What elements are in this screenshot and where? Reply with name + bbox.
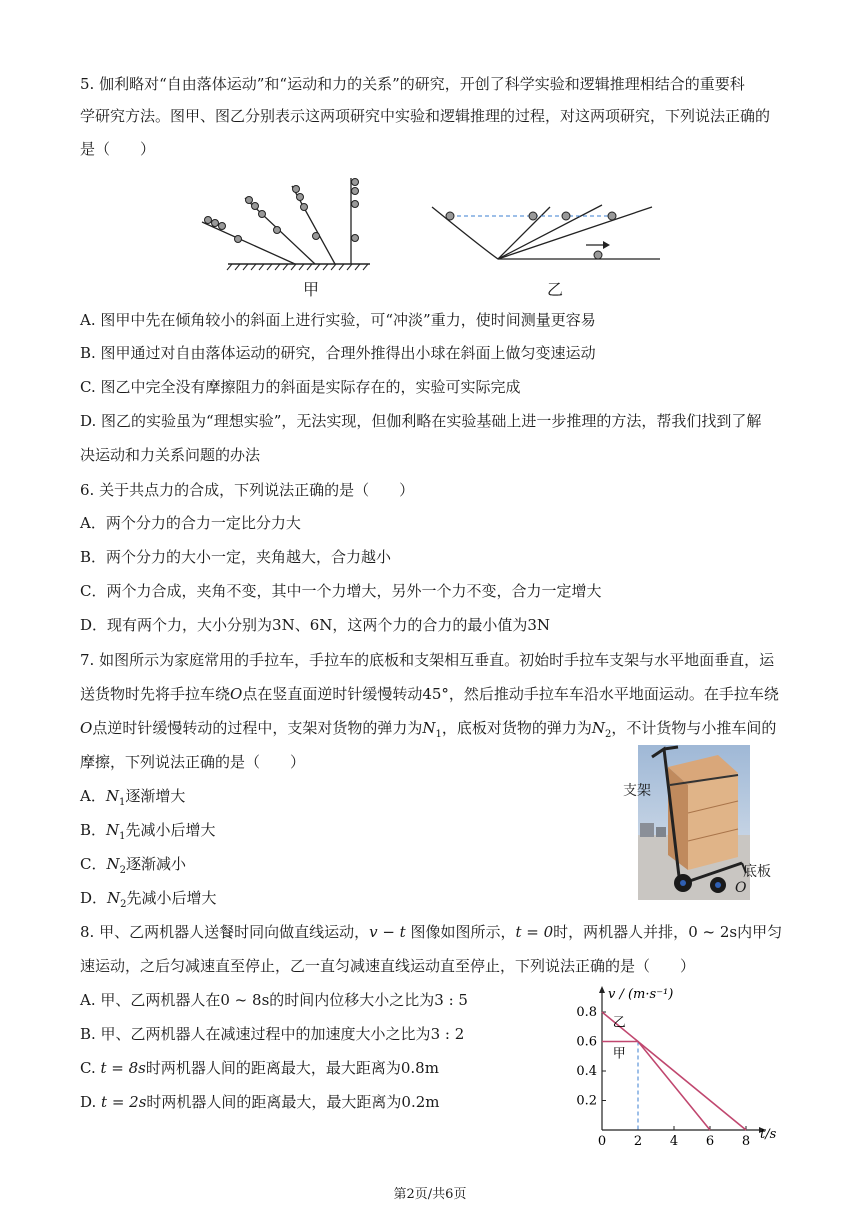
y-tick-label: 0.4 [576, 1064, 597, 1079]
x-tick-label: 6 [705, 1134, 715, 1149]
q6-stem: 6. 关于共点力的合成，下列说法正确的是（ ） [80, 481, 415, 499]
label-point-o: O [735, 880, 747, 896]
q8-line1-text-e: 时，两机器人并排， [553, 923, 689, 941]
q8-t0: t = 0 [515, 923, 554, 941]
q7-option-d [80, 888, 217, 915]
q7-line3-text-b: 点逆时针缓慢转动的过程中，支架对货物的弹力为 [92, 719, 423, 737]
series-label-jia: 甲 [612, 1046, 626, 1062]
q7-option-a [80, 786, 185, 813]
q8-option-c-distance: 0.8m [400, 1059, 439, 1077]
q6-option-b: B．两个分力的大小一定，夹角越大，合力越小 [80, 548, 392, 566]
q8-option-d [80, 1092, 440, 1112]
q5-option-c: C. 图乙中完全没有摩擦阻力的斜面是实际存在的，实验可实际完成 [80, 378, 521, 396]
q7-option-c [80, 854, 186, 881]
q5-option-d-line2: 决运动和力关系问题的办法 [80, 446, 261, 464]
q8-option-c-text: 时两机器人间的距离最大，最大距离为 [145, 1059, 401, 1077]
x-tick-label: 8 [741, 1134, 751, 1149]
q5-option-b: B. 图甲通过对自由落体运动的研究，合理外推得出小球在斜面上做匀变速运动 [80, 344, 596, 362]
q5-option-d-line1: D. 图乙的实验虽为“理想实验”，无法实现，但伽利略在实验基础上进一步推理的方法，帮我们找到了解 [80, 412, 762, 430]
q8-option-d-distance: 0.2m [401, 1093, 440, 1111]
q7-n2-symbol: N [591, 719, 605, 737]
q7-option-c-text: 逐渐减小 [125, 855, 186, 873]
q8-line1-text-c: 图像如图所示， [405, 923, 516, 941]
q8-line1-text-a: 8. 甲、乙两机器人送餐时同向做直线运动， [80, 923, 370, 941]
q8-vt: v − t [369, 923, 406, 941]
q7-stem-line3 [80, 718, 776, 745]
q5-stem-line3: 是（ ） [80, 140, 156, 158]
label-bracket: 支架 [623, 783, 651, 799]
q7-option-c-n: N [106, 855, 120, 873]
page-footer: 第2页/共6页 [393, 1187, 467, 1202]
q8-option-b-ratio: 3 : 2 [430, 1025, 465, 1043]
q8-option-a-ratio: 3 : 5 [434, 991, 468, 1009]
q7-line3-text-e: ，底板对货物的弹力为 [441, 719, 592, 737]
figure-yi-label: 乙 [547, 280, 564, 299]
q8-option-c [80, 1058, 439, 1078]
figure-yi [430, 195, 665, 270]
q8-line1-text-g: 内甲匀 [737, 923, 783, 941]
q7-point-o: O [230, 685, 243, 703]
q7-n1-symbol: N [422, 719, 436, 737]
q8-option-d-time: t = 2s [101, 1093, 147, 1111]
q7-option-d-n: N [107, 889, 121, 907]
vt-chart [565, 980, 790, 1150]
y-tick-label: 0.2 [576, 1093, 597, 1109]
y-axis-arrow [599, 986, 605, 993]
q8-option-a [80, 990, 468, 1010]
q7-line2-text-c: 点在竖直面逆时针缓慢转动45°，然后推动手拉车车沿水平地面运动。在手拉车绕 [242, 685, 779, 703]
q6-option-c: C．两个力合成，夹角不变，其中一个力增大，另外一个力不变，合力一定增大 [80, 582, 602, 600]
figure-jia-label: 甲 [303, 280, 320, 299]
q5-stem-line1: 5. 伽利略对“自由落体运动”和“运动和力的关系”的研究，开创了科学实验和逻辑推理相结合的重要科 [80, 75, 745, 93]
q8-option-a-interval: 0 ~ 8s [220, 991, 270, 1009]
q8-option-c-letter: C. [80, 1059, 101, 1077]
q7-option-a-sub: 1 [118, 797, 126, 808]
q8-stem-line1 [80, 922, 782, 942]
q6-option-d: D．现有两个力，大小分别为3N、6N，这两个力的合力的最小值为3N [80, 616, 551, 634]
q8-option-a-text2: 的时间内位移大小之比为 [269, 991, 435, 1009]
q7-option-b [80, 820, 216, 847]
q5-stem-line2: 学研究方法。图甲、图乙分别表示这两项研究中实验和逻辑推理的过程，对这两项研究，下列说法正确的 [80, 107, 771, 125]
figure-jia [200, 170, 380, 295]
q7-stem-line4: 摩擦，下列说法正确的是（ ） [80, 753, 306, 771]
series-label-yi: 乙 [612, 1015, 626, 1031]
q7-option-b-sub: 1 [119, 831, 126, 842]
y-tick-label: 0.8 [576, 1005, 597, 1020]
q7-option-a-letter: A． [80, 787, 106, 805]
hand-truck-photo [638, 745, 750, 900]
q6-option-a: A．两个分力的合力一定比分力大 [80, 514, 301, 532]
x-tick-label: 4 [669, 1134, 679, 1149]
q7-n1-subscript: 1 [435, 729, 442, 740]
q7-stem-line2 [80, 684, 779, 704]
q7-n2-subscript: 2 [604, 729, 612, 740]
label-base-plate: 底板 [743, 864, 771, 880]
q8-option-d-text: 时两机器人间的距离最大，最大距离为 [146, 1093, 402, 1111]
q7-option-a-text: 逐渐增大 [125, 787, 186, 805]
y-axis-label: v / (m·s⁻¹) [608, 987, 674, 1002]
q7-option-c-sub: 2 [119, 865, 126, 876]
q7-option-d-sub: 2 [120, 899, 127, 910]
q7-option-b-n: N [106, 821, 120, 839]
q8-interval: 0 ~ 2s [688, 923, 738, 941]
q8-stem-line2: 速运动，之后匀减速直至停止，乙一直匀减速直线运动直至停止，下列说法正确的是（ ） [80, 957, 696, 975]
q8-option-b-text1: B. 甲、乙两机器人在减速过程中的加速度大小之比为 [80, 1025, 431, 1043]
q7-option-c-letter: C． [80, 855, 107, 873]
q7-stem-line1: 7. 如图所示为家庭常用的手拉车，手拉车的底板和支架相互垂直。初始时手拉车支架与水平地面垂直，运 [80, 651, 775, 669]
x-tick-label: 0 [597, 1134, 607, 1149]
q7-line2-text-a: 送货物时先将手拉车绕 [80, 685, 231, 703]
x-axis-label: t/s [760, 1127, 777, 1142]
q5-option-a: A. 图甲中先在倾角较小的斜面上进行实验，可“冲淡”重力，使时间测量更容易 [80, 311, 596, 329]
q7-option-b-letter: B． [80, 821, 107, 839]
q8-option-b [80, 1024, 464, 1044]
x-tick-label: 2 [633, 1134, 643, 1149]
q7-option-b-text: 先减小后增大 [125, 821, 216, 839]
q7-point-o-2: O [80, 719, 93, 737]
y-tick-label: 0.6 [576, 1034, 597, 1050]
q7-line3-text-h: ，不计货物与小推车间的 [611, 719, 777, 737]
q8-option-c-time: t = 8s [100, 1059, 146, 1077]
q8-option-d-letter: D. [80, 1093, 102, 1111]
q7-option-d-text: 先减小后增大 [126, 889, 217, 907]
q7-option-a-n: N [105, 787, 119, 805]
q8-option-a-text1: A. 甲、乙两机器人在 [80, 991, 221, 1009]
q7-option-d-letter: D． [80, 889, 108, 907]
